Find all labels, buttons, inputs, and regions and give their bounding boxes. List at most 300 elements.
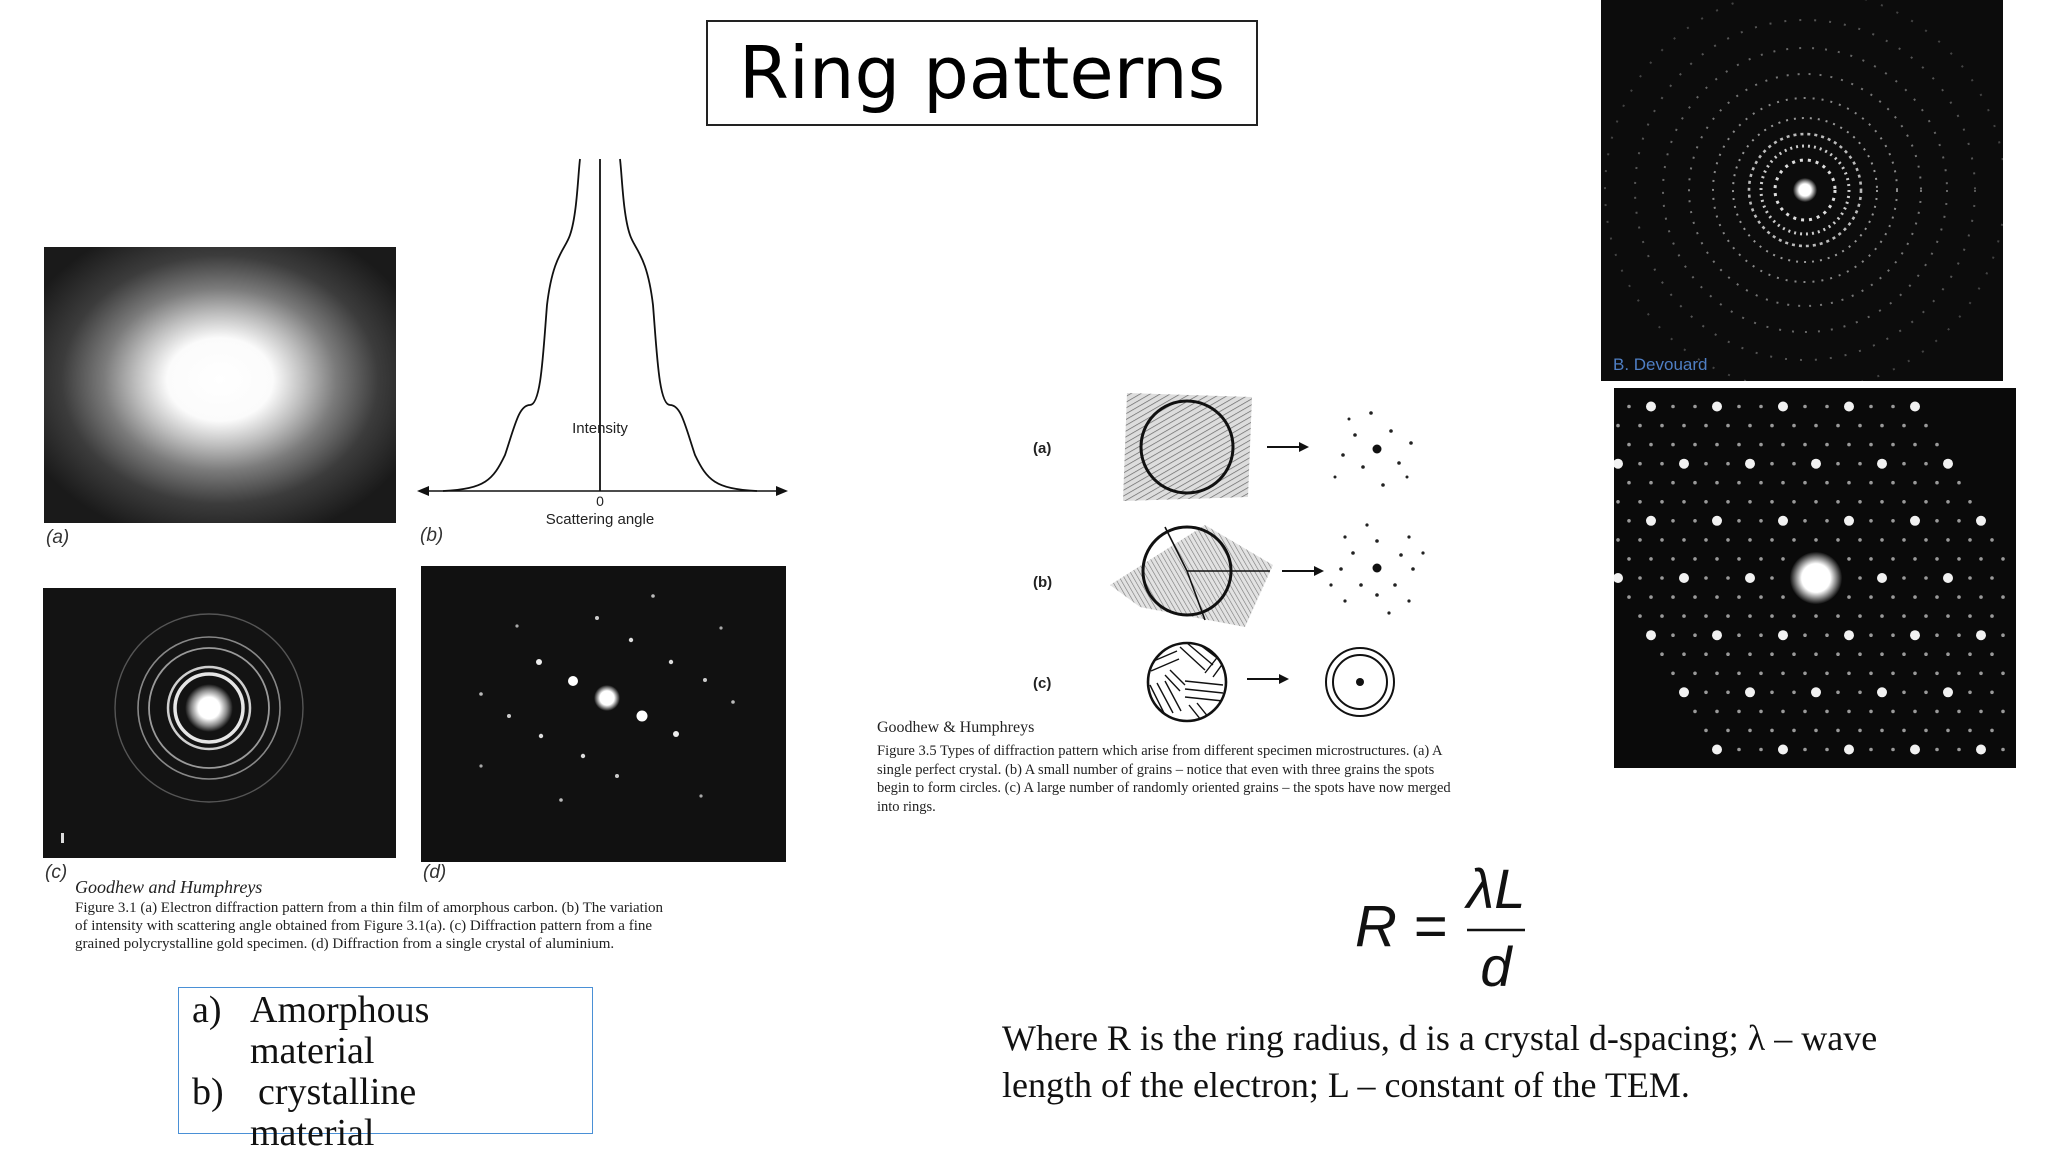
diffraction-spot [2001,633,2005,637]
diffraction-spot [1976,516,1986,526]
diffraction-spot [1880,538,1884,542]
diffraction-spot [1715,557,1719,561]
diffraction-spot [1844,630,1854,640]
diffraction-spot [1924,500,1928,504]
diffraction-spot [1891,519,1895,523]
diffraction-spot [1891,633,1895,637]
legend-item-a-marker: a) [192,989,222,1031]
diffraction-spot [1649,557,1653,561]
diffraction-spot [1825,519,1829,523]
diffraction-spot [1781,481,1785,485]
diffraction-spot [1836,538,1840,542]
diffraction-spot [1803,443,1807,447]
diffraction-spot [1844,516,1854,526]
diffraction-spot [1847,481,1851,485]
diffraction-spot [1748,500,1752,504]
middle-label-c: (c) [1033,675,1052,692]
diffraction-spot [1778,745,1788,755]
diffraction-spot [1957,633,1961,637]
diffraction-spot [1781,595,1785,599]
diffraction-spot [1880,652,1884,656]
panel-label-b: (b) [420,525,444,546]
diffraction-spot [1910,745,1920,755]
diffraction-spot [1781,557,1785,561]
diffraction-spot [1935,481,1939,485]
diffraction-spot [1891,748,1895,752]
diffraction-spot [1737,481,1741,485]
diffraction-spot [1745,687,1755,697]
diffraction-spot [1737,519,1741,523]
diffraction-spot [1638,538,1642,542]
single-crystal-spot-image [421,566,786,862]
diffraction-spot [2001,672,2005,676]
diffraction-spot [1847,710,1851,714]
diffraction-spot [1781,710,1785,714]
diffraction-spot [1726,652,1730,656]
diffraction-spot [1869,710,1873,714]
diffraction-spot [1704,538,1708,542]
diffraction-spot [1770,500,1774,504]
diffraction-spot [1968,538,1972,542]
diffraction-spot [1693,557,1697,561]
diffraction-spot [1704,691,1708,695]
left-figure-author: Goodhew and Humphreys [75,877,263,897]
diffraction-spot [1748,538,1752,542]
diffraction-spot [1671,443,1675,447]
diffraction-spot [1924,652,1928,656]
diffraction-spot [1682,538,1686,542]
diffraction-spot [1671,633,1675,637]
diffraction-spot [1847,595,1851,599]
diffraction-spot [1836,424,1840,428]
diffraction-spot [1935,595,1939,599]
panel-label-a: (a) [46,527,70,548]
diffraction-spot [1704,462,1708,466]
diffraction-spot [1880,424,1884,428]
diffraction-spot [1638,424,1642,428]
diffraction-spot [1671,557,1675,561]
diffraction-spot [1836,500,1840,504]
diffraction-spot [1649,443,1653,447]
diffraction-spot [1814,424,1818,428]
diffraction-spot [1891,710,1895,714]
diffraction-spot [1825,405,1829,409]
left-figure-caption [75,899,795,953]
electron-diffraction-rings-image [1601,0,2003,381]
formula-description-line-1: Where R is the ring radius, d is a crystal d-spacing; λ – wave [1002,1018,1878,1058]
formula-description [1002,1015,2002,1109]
middle-caption-line-2: single perfect crystal. (b) A small number of grains – notice that even with three grains the spots [877,761,1435,778]
diffraction-spot [1946,652,1950,656]
diffraction-spot [1770,614,1774,618]
diffraction-spot [1858,652,1862,656]
diffraction-spot [1836,652,1840,656]
diffraction-spot [1924,462,1928,466]
slide-title: Ring patterns [706,20,1258,126]
diffraction-spot [1759,672,1763,676]
diffraction-spot [1968,691,1972,695]
diffraction-spot [1935,519,1939,523]
diffraction-spot [1913,481,1917,485]
diffraction-spot [1825,633,1829,637]
diffraction-spot [1778,630,1788,640]
diffraction-spot [1913,443,1917,447]
diffraction-spot [1616,538,1620,542]
diffraction-spot [1913,595,1917,599]
diffraction-spot [1910,402,1920,412]
diffraction-spot [1748,614,1752,618]
diffraction-spot [1671,519,1675,523]
middle-caption-line-4: into rings. [877,798,936,815]
diffraction-spot [1902,691,1906,695]
diffraction-spot [1902,652,1906,656]
diffraction-spot [1726,424,1730,428]
diffraction-spot [1679,459,1689,469]
diffraction-spot [1803,710,1807,714]
diffraction-spot [1844,402,1854,412]
diffraction-spot [1957,672,1961,676]
diffraction-spot [1935,633,1939,637]
ring-radius-formula [1355,860,1615,1000]
diffraction-spot [1836,462,1840,466]
diffraction-spot [1869,748,1873,752]
diffraction-spot [1660,614,1664,618]
polycrystalline-ring-image [43,588,396,858]
diffraction-spot [1990,614,1994,618]
diffraction-spot [2001,595,2005,599]
diffraction-spot [1759,443,1763,447]
diffraction-spot [1679,573,1689,583]
left-caption-line-2: of intensity with scattering angle obtained from Figure 3.1(a). (c) Diffraction pattern from a fine [75,918,653,934]
diffraction-spot [1682,500,1686,504]
diffraction-spot [1704,500,1708,504]
diffraction-spot [1693,481,1697,485]
diffraction-spot [1836,691,1840,695]
diffraction-spot [1902,462,1906,466]
diffraction-spot [1869,672,1873,676]
diffraction-spot [1979,710,1983,714]
diffraction-spot [1935,748,1939,752]
diffraction-spot [1693,443,1697,447]
diffraction-spot [1957,710,1961,714]
diffraction-spot [1660,500,1664,504]
diffraction-spot [1693,710,1697,714]
diffraction-spot [1682,652,1686,656]
diffraction-spot [1737,748,1741,752]
middle-caption-line-3: begin to form circles. (c) A large number of randomly oriented grains – the spots have now merged [877,780,1451,796]
diffraction-spot [1693,633,1697,637]
intensity-label: Intensity [572,420,628,437]
diffraction-spot [1877,687,1887,697]
diffraction-spot [1924,576,1928,580]
diffraction-spot [1957,519,1961,523]
zero-tick-label: 0 [596,493,604,509]
diffraction-spot [1814,538,1818,542]
panel-label-d: (d) [423,862,447,883]
diffraction-spot [1891,405,1895,409]
diffraction-spot [1726,500,1730,504]
diffraction-spot [1715,443,1719,447]
diffraction-spot [1737,443,1741,447]
diffraction-spot [1737,405,1741,409]
diffraction-spot [1924,614,1928,618]
diffraction-spot [1638,462,1642,466]
formula-denominator: d [1480,935,1512,998]
diffraction-spot [1693,595,1697,599]
diffraction-spot [1913,672,1917,676]
diffraction-spot [1935,710,1939,714]
legend-item-b-line2: material [250,1112,375,1154]
diffraction-spot [1712,630,1722,640]
diffraction-spot [2001,710,2005,714]
diffraction-spot [1858,462,1862,466]
diffraction-spot [1646,516,1656,526]
diffraction-spot [1712,402,1722,412]
diffraction-spot [1745,459,1755,469]
diffraction-spot [1814,729,1818,733]
diffraction-spot [1902,614,1906,618]
diffraction-spot [1976,630,1986,640]
diffraction-spot [1869,633,1873,637]
diffraction-spot [1877,459,1887,469]
diffraction-spot [1759,710,1763,714]
diffraction-spot [1627,519,1631,523]
diffraction-spot [1715,672,1719,676]
diffraction-spot [1693,519,1697,523]
diffraction-spot [1968,576,1972,580]
diffraction-spot [1704,729,1708,733]
diffraction-spot [1902,729,1906,733]
diffraction-spot [1946,729,1950,733]
diffraction-spot [1715,595,1719,599]
diffraction-spot [1847,443,1851,447]
diffraction-spot [1737,595,1741,599]
diffraction-spot [1902,538,1906,542]
diffraction-spot [1825,748,1829,752]
diffraction-spot [1770,691,1774,695]
diffraction-spot [1858,424,1862,428]
diffraction-spot [1646,402,1656,412]
diffraction-spot [1858,614,1862,618]
diffraction-spot [1646,630,1656,640]
diffraction-spot [1770,576,1774,580]
diffraction-spot [1715,710,1719,714]
diffraction-spot [1811,459,1821,469]
diffraction-spot [1825,710,1829,714]
middle-figure-author: Goodhew & Humphreys [877,719,1035,736]
diffraction-spot [2001,748,2005,752]
diffraction-spot [1858,576,1862,580]
diffraction-spot [1847,557,1851,561]
diffraction-spot [1745,573,1755,583]
diffraction-spot [1748,424,1752,428]
diffraction-spot [1671,405,1675,409]
diffraction-spot [1671,481,1675,485]
diffraction-spot [1924,691,1928,695]
middle-label-b: (b) [1033,574,1053,591]
diffraction-spot [1781,443,1785,447]
diffraction-spot [1957,595,1961,599]
diffraction-spot [1902,576,1906,580]
diffraction-spot [1924,729,1928,733]
middle-figure-caption [877,742,1597,816]
diffraction-spot [1910,516,1920,526]
diffraction-spot [1660,652,1664,656]
diffraction-spot [1759,557,1763,561]
diffraction-spot [1880,729,1884,733]
diffraction-spot [1990,729,1994,733]
diffraction-spot [1803,405,1807,409]
diffraction-spot [1759,748,1763,752]
diffraction-spot [1737,672,1741,676]
diffraction-spot [1858,691,1862,695]
formula-lhs: R = [1355,894,1447,959]
diffraction-spot [1737,633,1741,637]
intensity-plot [415,155,795,535]
diffraction-spot [1778,516,1788,526]
diffraction-spot [1778,402,1788,412]
diffraction-spot [1957,748,1961,752]
diffraction-spot [1726,462,1730,466]
diffraction-spot [1627,595,1631,599]
diffraction-spot [1935,557,1939,561]
diffraction-spot [1770,729,1774,733]
diffraction-spot [1649,595,1653,599]
diffraction-spot [1759,595,1763,599]
diffraction-spot [1781,672,1785,676]
diffraction-spot [1792,652,1796,656]
diffraction-spot [1704,652,1708,656]
diffraction-spot [1616,424,1620,428]
diffraction-spot [1649,481,1653,485]
diffraction-spot [1976,745,1986,755]
diffraction-spot [1671,672,1675,676]
diffraction-spot [1880,614,1884,618]
diffraction-spot [1844,745,1854,755]
diffraction-spot [1660,576,1664,580]
diffraction-spot [1891,595,1895,599]
diffraction-spot [1803,672,1807,676]
diffraction-spot [1902,500,1906,504]
legend-item-b-marker: b) [192,1071,224,1113]
diffraction-spot [1726,691,1730,695]
diffraction-spot [1910,630,1920,640]
diffraction-spot [1638,576,1642,580]
diffraction-spot [1682,614,1686,618]
diffraction-spot [1869,481,1873,485]
middle-caption-line-1: Figure 3.5 Types of diffraction pattern which arise from different specimen microstructures. (a) A [877,743,1443,759]
diffraction-spot [1704,614,1708,618]
diffraction-spot [1924,538,1928,542]
diffraction-spot [1792,729,1796,733]
diffraction-spot [1682,424,1686,428]
diffraction-spot [1726,576,1730,580]
diffraction-spot [1968,652,1972,656]
diffraction-spot [1792,424,1796,428]
diffraction-spot [1759,519,1763,523]
panel-label-c: (c) [45,862,68,883]
single-crystal-zone-axis-image [1614,388,2016,768]
diffraction-spot [1891,672,1895,676]
diffraction-spot [1814,652,1818,656]
diffraction-spot [1803,633,1807,637]
diffraction-spot [1638,614,1642,618]
diffraction-spot [1858,538,1862,542]
diffraction-spot [1770,462,1774,466]
legend-item-a-line2: material [250,1030,375,1072]
diffraction-spot [1811,687,1821,697]
diffraction-spot [1792,691,1796,695]
diffraction-spot [1803,519,1807,523]
diffraction-spot [1704,576,1708,580]
diffraction-spot [1968,500,1972,504]
formula-description-line-2: length of the electron; L – constant of the TEM. [1002,1065,1690,1105]
diffraction-spot [1770,652,1774,656]
diffraction-spot [1957,557,1961,561]
diffraction-spot [1946,500,1950,504]
diffraction-spot [1627,481,1631,485]
diffraction-spot [1792,614,1796,618]
diffraction-spot [1792,462,1796,466]
diffraction-spot [1935,672,1939,676]
diffraction-spot [1979,672,1983,676]
diffraction-spot [1924,424,1928,428]
diffraction-spot [1660,538,1664,542]
diffraction-spot [1943,459,1953,469]
diffraction-spot [1726,538,1730,542]
diffraction-spot [1770,538,1774,542]
left-caption-line-1: Figure 3.1 (a) Electron diffraction pattern from a thin film of amorphous carbon. (b) The variation [75,900,664,916]
diffraction-spot [1726,614,1730,618]
legend-item-b-line1: crystalline [258,1071,417,1113]
diffraction-spot [1715,481,1719,485]
diffraction-spot [1759,481,1763,485]
amorphous-diffraction-image [44,247,396,523]
diffraction-spot [1679,687,1689,697]
left-caption-line-3: grained polycrystalline gold specimen. (d) Diffraction from a single crystal of aluminium. [75,936,615,952]
diffraction-spot [1979,557,1983,561]
diffraction-spot [1913,557,1917,561]
diffraction-spot [1869,443,1873,447]
diffraction-spot [1748,729,1752,733]
diffraction-spot [1979,595,1983,599]
diffraction-spot [1726,729,1730,733]
image-credit: B. Devouard [1613,355,1708,374]
diffraction-spot [1814,614,1818,618]
diffraction-spot [1759,633,1763,637]
diffraction-spot [1869,595,1873,599]
diffraction-spot [1869,405,1873,409]
microstructure-diagram [1105,385,1445,725]
diffraction-spot [1712,516,1722,526]
diffraction-spot [1891,557,1895,561]
diffraction-spot [1825,443,1829,447]
diffraction-spot [1990,576,1994,580]
diffraction-spot [1748,652,1752,656]
diffraction-spot [1968,729,1972,733]
diffraction-spot [1814,500,1818,504]
diffraction-spot [1869,557,1873,561]
diffraction-spot [1858,500,1862,504]
diffraction-spot [1869,519,1873,523]
diffraction-spot [1627,443,1631,447]
diffraction-spot [1858,729,1862,733]
diffraction-spot [1946,614,1950,618]
middle-label-a: (a) [1033,440,1052,457]
diffraction-spot [1946,538,1950,542]
diffraction-spot [1968,614,1972,618]
diffraction-spot [1616,500,1620,504]
